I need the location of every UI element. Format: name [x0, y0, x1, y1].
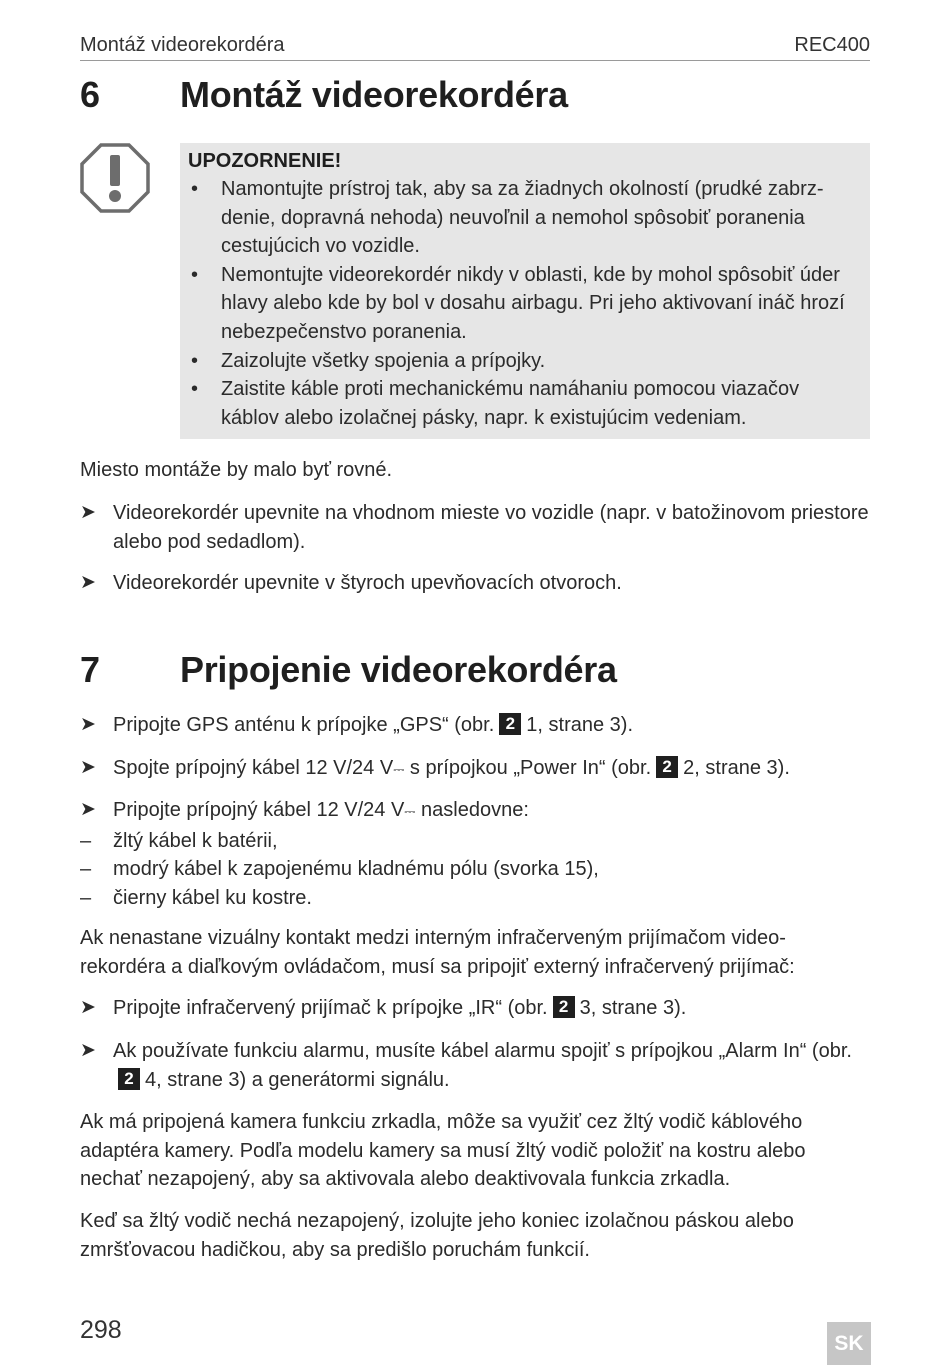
insulation-paragraph: Keď sa žltý vodič nechá nezapojený, izolujte jeho koniec izolačnou páskou alebo zmršťovacou hadičkou, aby sa predišlo poruchám funkcií.	[80, 1210, 794, 1261]
dc-symbol-icon: ⎓	[393, 762, 405, 778]
dash-bullet: –	[80, 886, 92, 909]
bullet-dot: •	[191, 349, 199, 372]
header-model: REC400	[794, 33, 870, 56]
wire-list-item: – modrý kábel k zapojenému kladnému pólu (svorka 15),	[80, 855, 870, 884]
section-7-heading	[80, 649, 870, 691]
instruction-step: ➤ Pripojte GPS anténu k prípojke „GPS“ (obr. 2 1, strane 3).	[80, 711, 870, 740]
dash-bullet: –	[80, 858, 92, 880]
warning-title: UPOZORNENIE!	[188, 150, 342, 172]
mounting-note: Miesto montáže by malo byť rovné.	[80, 459, 393, 481]
wire-list-item: – čierny kábel ku kostre.	[80, 884, 870, 913]
arrow-icon: ➤	[80, 572, 96, 593]
infrared-paragraph: Ak nenastane vizuálny kontakt medzi interným infračerveným prijímačom video-rekordéra a diaľkovým ovládačom, musí sa pripojiť externý infračervený prijímač:	[80, 927, 795, 978]
section-6-heading	[80, 74, 870, 116]
running-header	[80, 30, 870, 61]
page-number: 298	[80, 1316, 122, 1344]
figure-badge: 2	[499, 713, 521, 735]
instruction-step: ➤ Videorekordér upevnite v štyroch upevňovacích otvoroch.	[80, 569, 870, 598]
arrow-icon: ➤	[80, 714, 96, 735]
instruction-step: ➤ Ak používate funkciu alarmu, musíte kábel alarmu spojiť s prípojkou „Alarm In“ (obr.2 4, strane 3) a generátormi signálu.	[80, 1037, 870, 1094]
dc-symbol-icon: ⎓	[404, 804, 416, 820]
language-badge: SK	[827, 1322, 871, 1365]
warning-item: • Namontujte prístroj tak, aby sa za žiadnych okolností (prudké zabrz-denie, dopravná nehoda) neuvoľnil a nemohol spôsobiť poranenia cestujúcich vo vozidle.	[188, 175, 860, 261]
instruction-step: ➤ Pripojte infračervený prijímač k prípojke „IR“ (obr. 2 3, strane 3).	[80, 994, 870, 1023]
header-chapter-title: Montáž videorekordéra	[80, 33, 285, 56]
section-number: 7	[80, 649, 100, 690]
bullet-dot: •	[191, 263, 199, 286]
dash-bullet: –	[80, 829, 92, 852]
warning-item: • Zaistite káble proti mechanickému namáhaniu pomocou viazačov káblov alebo izolačnej pásky, napr. k existujúcim vedeniam.	[188, 375, 860, 432]
figure-badge: 2	[553, 996, 575, 1018]
warning-item: • Zaizolujte všetky spojenia a prípojky.	[188, 347, 860, 376]
wire-list-item: – žltý kábel k batérii,	[80, 827, 870, 856]
mirror-function-paragraph: Ak má pripojená kamera funkciu zrkadla, môže sa využiť cez žltý vodič káblového adaptéra kamery. Podľa modelu kamery sa musí žltý vodič položiť na kostru alebo nechať nezapojený, aby sa aktivovala alebo deaktivovala funkcia zrkadla.	[80, 1111, 806, 1190]
instruction-step: ➤ Pripojte prípojný kábel 12 V/24 V⎓ nasledovne: – žltý kábel k batérii, – modrý kábel k zapojenému kladnému pólu (svorka 15), – čierny kábel ku kostre.	[80, 796, 870, 912]
figure-badge: 2	[118, 1068, 140, 1090]
warning-item: • Nemontujte videorekordér nikdy v oblasti, kde by mohol spôsobiť úder hlavy alebo kde by bol v dosahu airbagu. Pri jeho aktivovaní ináč hrozí nebezpečenstvo poranenia.	[188, 261, 860, 347]
section-number: 6	[80, 74, 100, 115]
figure-badge: 2	[656, 756, 678, 778]
section-title: Montáž videorekordéra	[180, 74, 568, 115]
bullet-dot: •	[191, 378, 199, 401]
section-title: Pripojenie videorekordéra	[180, 649, 617, 690]
arrow-icon: ➤	[80, 997, 96, 1018]
warning-box	[180, 143, 870, 439]
arrow-icon: ➤	[80, 502, 96, 523]
arrow-icon: ➤	[80, 757, 96, 778]
warning-list	[188, 175, 860, 432]
instruction-step: ➤ Videorekordér upevnite na vhodnom mieste vo vozidle (napr. v batožinovom priestore alebo pod sedadlom).	[80, 499, 870, 556]
arrow-icon: ➤	[80, 799, 96, 820]
bullet-dot: •	[191, 178, 199, 200]
arrow-icon: ➤	[80, 1040, 96, 1061]
instruction-step: ➤ Spojte prípojný kábel 12 V/24 V⎓ s prípojkou „Power In“ (obr. 2 2, strane 3).	[80, 754, 870, 785]
document-page	[80, 0, 870, 1365]
warning-icon	[80, 143, 150, 213]
